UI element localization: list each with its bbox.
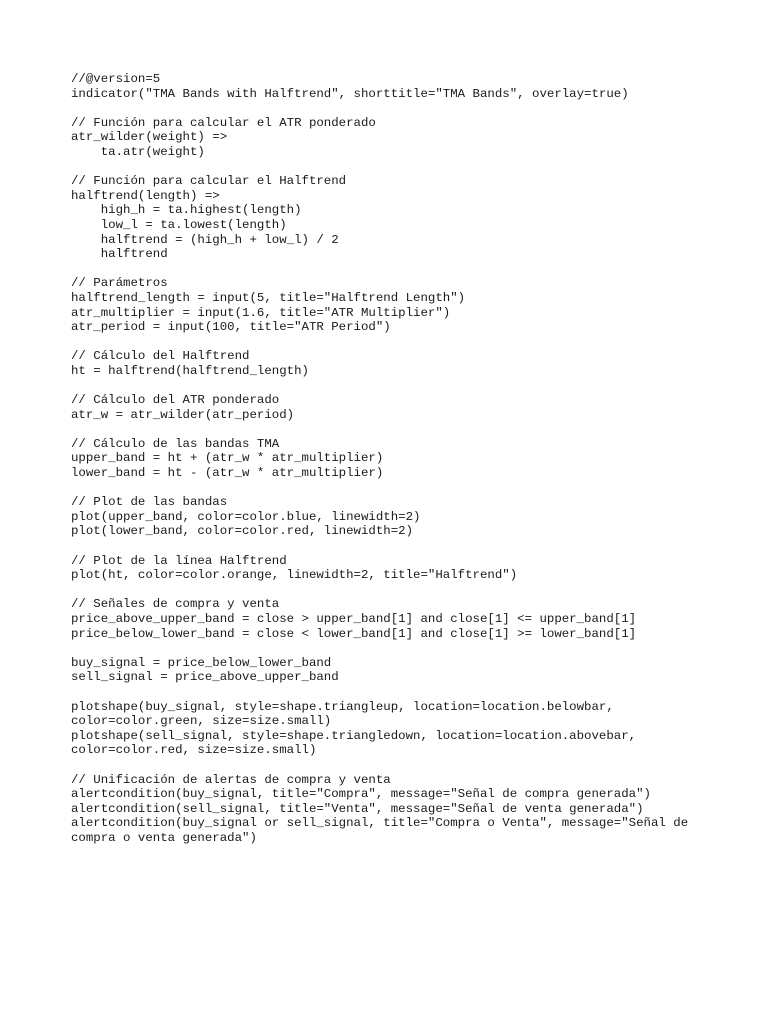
code-line: [71, 539, 731, 554]
code-line: sell_signal = price_above_upper_band: [71, 670, 339, 685]
code-line: ta.atr(weight): [71, 144, 205, 159]
code-line: color=color.green, size=size.small): [71, 714, 332, 729]
code-block: [71, 72, 731, 845]
code-line: // Plot de las bandas: [71, 495, 228, 510]
document-page: [71, 72, 731, 845]
code-line: atr_multiplier = input(1.6, title="ATR Multiplier"): [71, 305, 451, 320]
code-line: // Unificación de alertas de compra y venta: [71, 772, 391, 787]
code-line: // Plot de la línea Halftrend: [71, 553, 287, 568]
code-line: compra o venta generada"): [71, 830, 257, 845]
code-line: // Señales de compra y venta: [71, 597, 280, 612]
code-line: upper_band = ht + (atr_w * atr_multiplier): [71, 451, 384, 466]
code-line: high_h = ta.highest(length): [71, 203, 302, 218]
code-line: halftrend = (high_h + low_l) / 2: [71, 232, 339, 247]
code-line: low_l = ta.lowest(length): [71, 217, 287, 232]
code-line: plotshape(buy_signal, style=shape.triangleup, location=location.belowbar,: [71, 699, 614, 714]
code-line: alertcondition(buy_signal or sell_signal, title="Compra o Venta", message="Señal de: [71, 816, 689, 831]
code-line: [71, 481, 731, 496]
code-line: [71, 583, 731, 598]
code-line: [71, 685, 731, 700]
code-line: plot(upper_band, color=color.blue, linewidth=2): [71, 509, 421, 524]
code-line: halftrend_length = input(5, title="Halftrend Length"): [71, 290, 466, 305]
code-line: atr_wilder(weight) =>: [71, 130, 228, 145]
code-line: // Cálculo del Halftrend: [71, 349, 250, 364]
code-line: [71, 378, 731, 393]
code-line: price_above_upper_band = close > upper_band[1] and close[1] <= upper_band[1]: [71, 611, 637, 626]
code-line: //@version=5: [71, 72, 161, 86]
code-line: plotshape(sell_signal, style=shape.triangledown, location=location.abovebar,: [71, 728, 637, 743]
code-line: [71, 262, 731, 277]
code-line: plot(lower_band, color=color.red, linewidth=2): [71, 524, 414, 539]
code-line: // Cálculo del ATR ponderado: [71, 393, 280, 408]
code-line: price_below_lower_band = close < lower_band[1] and close[1] >= lower_band[1]: [71, 626, 637, 641]
code-line: // Cálculo de las bandas TMA: [71, 436, 280, 451]
code-line: ht = halftrend(halftrend_length): [71, 363, 309, 378]
code-line: [71, 422, 731, 437]
code-line: [71, 335, 731, 350]
code-line: halftrend: [71, 247, 168, 262]
code-line: [71, 758, 731, 773]
code-line: atr_period = input(100, title="ATR Period"): [71, 320, 391, 335]
code-line: indicator("TMA Bands with Halftrend", shorttitle="TMA Bands", overlay=true): [71, 86, 629, 101]
code-line: // Parámetros: [71, 276, 168, 291]
code-line: [71, 641, 731, 656]
code-line: buy_signal = price_below_lower_band: [71, 655, 332, 670]
code-line: alertcondition(sell_signal, title="Venta", message="Señal de venta generada"): [71, 801, 644, 816]
code-line: atr_w = atr_wilder(atr_period): [71, 407, 295, 422]
code-line: plot(ht, color=color.orange, linewidth=2, title="Halftrend"): [71, 568, 518, 583]
code-line: halftrend(length) =>: [71, 188, 220, 203]
code-line: color=color.red, size=size.small): [71, 743, 317, 758]
code-line: lower_band = ht - (atr_w * atr_multiplier): [71, 466, 384, 481]
code-line: [71, 160, 731, 175]
code-line: // Función para calcular el Halftrend: [71, 174, 347, 189]
code-line: [71, 101, 731, 116]
code-line: // Función para calcular el ATR ponderado: [71, 115, 376, 130]
code-line: alertcondition(buy_signal, title="Compra", message="Señal de compra generada"): [71, 787, 651, 802]
